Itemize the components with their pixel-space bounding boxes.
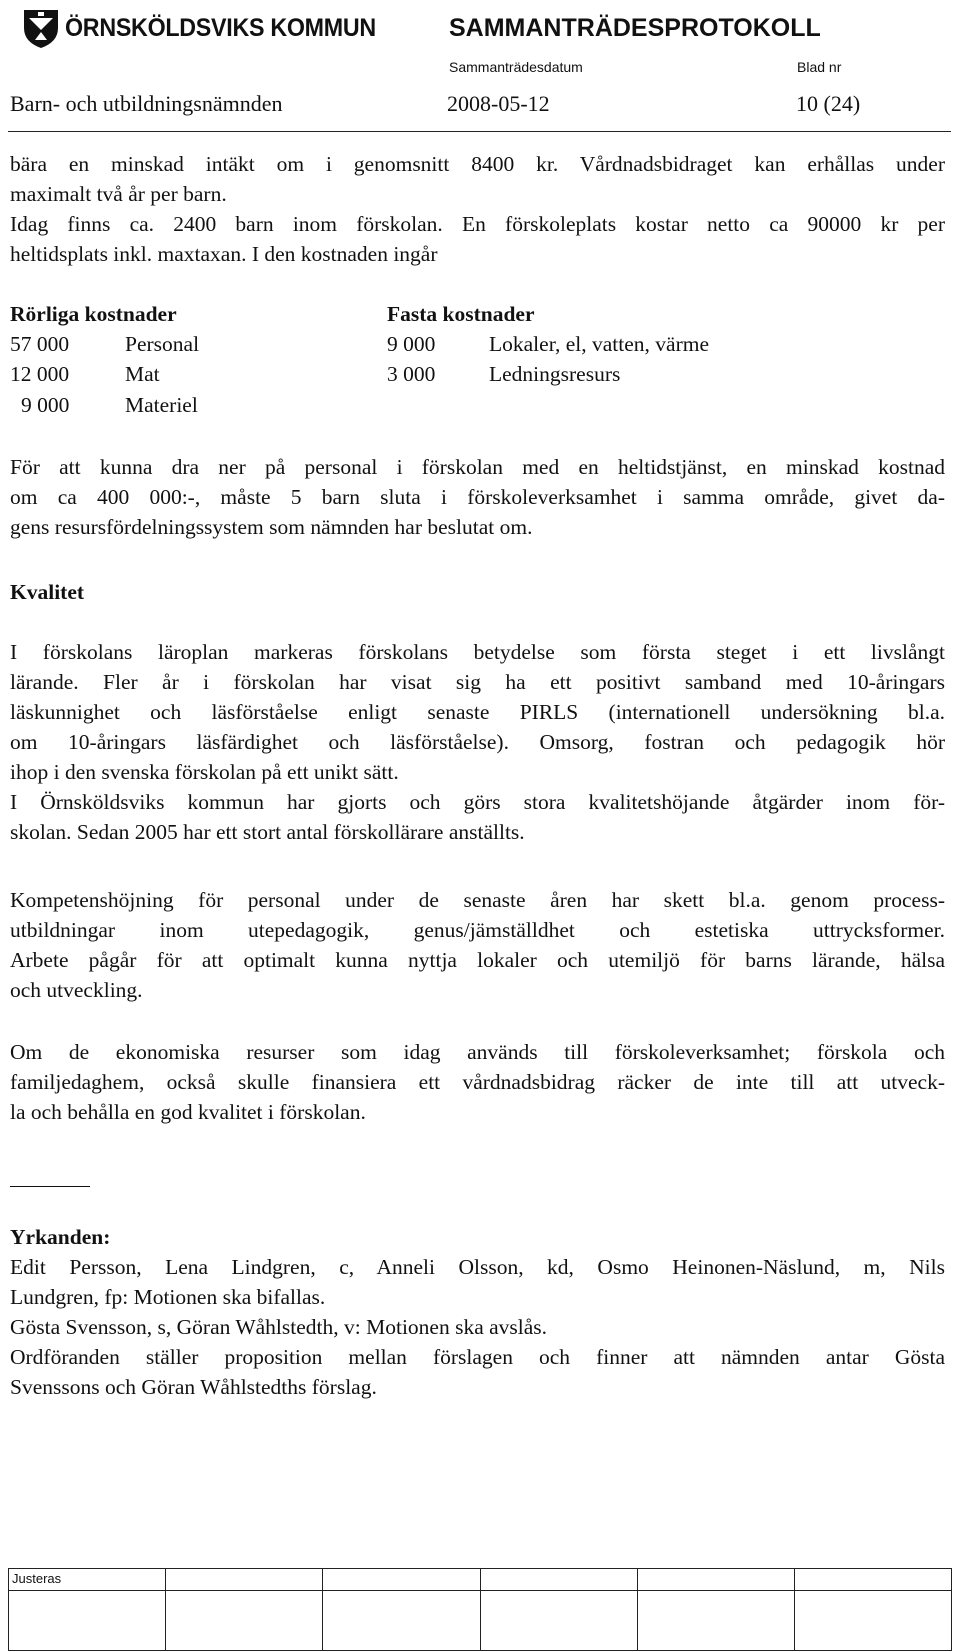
text-line: gens resursfördelningssystem som nämnden har beslutat om. bbox=[10, 515, 533, 539]
fixed-costs-title: Fasta kostnader bbox=[387, 302, 535, 326]
text-line: Lundgren, fp: Motionen ska bifallas. bbox=[10, 1285, 326, 1309]
text-line: Svenssons och Göran Wåhlstedths förslag. bbox=[10, 1375, 377, 1399]
text-line: Kompetenshöjning för personal under de senaste åren har skett bl.a. genom process- bbox=[10, 888, 945, 912]
header-divider bbox=[8, 131, 951, 132]
text-line: utbildningar inom utepedagogik, genus/jämställdhet och estetiska uttrycksformer. bbox=[10, 918, 945, 942]
cost-amount: 57 000 bbox=[10, 332, 70, 356]
signature-cell bbox=[166, 1569, 323, 1651]
text-line: Arbete pågår för att optimalt kunna nyttja lokaler och utemiljö för barns lärande, hälsa bbox=[10, 948, 945, 972]
text-line: Om de ekonomiska resurser som idag används till förskoleverksamhet; förskola och bbox=[10, 1040, 945, 1064]
coat-of-arms-icon bbox=[20, 6, 62, 50]
municipality-logo bbox=[20, 6, 376, 52]
signature-cell bbox=[9, 1569, 166, 1651]
signature-cell bbox=[795, 1569, 952, 1651]
quality-paragraph bbox=[10, 637, 945, 847]
justeras-label: Justeras bbox=[12, 1571, 62, 1586]
cost-amount: 9 000 bbox=[21, 393, 70, 417]
text-line: bära en minskad intäkt om i genomsnitt 8400 kr. Vårdnadsbidraget kan erhållas under bbox=[10, 152, 945, 176]
variable-costs-title: Rörliga kostnader bbox=[10, 302, 177, 326]
cost-amount: 9 000 bbox=[387, 332, 436, 356]
signature-cell bbox=[638, 1569, 795, 1651]
org-name: ÖRNSKÖLDSVIKS KOMMUN bbox=[65, 14, 376, 42]
separator-line bbox=[10, 1186, 90, 1187]
text-line: läskunnighet och läsförståelse enligt senaste PIRLS (internationell undersökning bl.a. bbox=[10, 700, 945, 724]
signature-row-divider bbox=[8, 1590, 951, 1591]
text-line: Idag finns ca. 2400 barn inom förskolan. En förskoleplats kostar netto ca 90000 kr per bbox=[10, 212, 945, 236]
cost-amount: 12 000 bbox=[10, 362, 70, 386]
text-line: ihop i den svenska förskolan på ett unikt sätt. bbox=[10, 760, 399, 784]
date-label: Sammanträdesdatum bbox=[449, 59, 583, 75]
text-line: Ordföranden ställer proposition mellan förslagen och finner att nämnden antar Gösta bbox=[10, 1345, 945, 1369]
text-line: I Örnsköldsviks kommun har gjorts och görs stora kvalitetshöjande åtgärder inom för- bbox=[10, 790, 945, 814]
cost-amount: 3 000 bbox=[387, 362, 436, 386]
document-type: SAMMANTRÄDESPROTOKOLL bbox=[449, 14, 821, 42]
cost-name: Materiel bbox=[125, 393, 198, 417]
board-name: Barn- och utbildningsnämnden bbox=[10, 91, 283, 116]
text-line: la och behålla en god kvalitet i förskolan. bbox=[10, 1100, 366, 1124]
signature-cell bbox=[481, 1569, 638, 1651]
cost-name: Mat bbox=[125, 362, 160, 386]
motions-paragraph bbox=[10, 1252, 945, 1402]
competence-paragraph bbox=[10, 885, 945, 1005]
cost-name: Lokaler, el, vatten, värme bbox=[489, 332, 710, 356]
text-line: maximalt två år per barn. bbox=[10, 182, 227, 206]
quality-heading: Kvalitet bbox=[10, 580, 85, 604]
text-line: För att kunna dra ner på personal i förskolan med en heltidstjänst, en minskad kostnad bbox=[10, 455, 945, 479]
text-line: om 10-åringars läsfärdighet och läsförståelse). Omsorg, fostran och pedagogik hör bbox=[10, 730, 945, 754]
cost-name: Personal bbox=[125, 332, 200, 356]
text-line: Edit Persson, Lena Lindgren, c, Anneli Olsson, kd, Osmo Heinonen-Näslund, m, Nils bbox=[10, 1255, 945, 1279]
signature-table bbox=[8, 1568, 952, 1651]
text-line: skolan. Sedan 2005 har ett stort antal förskollärare anställts. bbox=[10, 820, 525, 844]
signature-cell bbox=[323, 1569, 480, 1651]
text-line: och utveckling. bbox=[10, 978, 143, 1002]
page-number: 10 (24) bbox=[796, 91, 861, 116]
text-line: Gösta Svensson, s, Göran Wåhlstedth, v: Motionen ska avslås. bbox=[10, 1315, 548, 1339]
text-line: familjedaghem, också skulle finansiera ett vårdnadsbidrag räcker de inte till att utveck- bbox=[10, 1070, 945, 1094]
meeting-date: 2008-05-12 bbox=[447, 91, 550, 116]
page-label: Blad nr bbox=[797, 59, 842, 75]
text-line: lärande. Fler år i förskolan har visat sig ha ett positivt samband med 10-åringars bbox=[10, 670, 945, 694]
motions-heading: Yrkanden: bbox=[10, 1225, 111, 1249]
text-line: heltidsplats inkl. maxtaxan. I den kostnaden ingår bbox=[10, 242, 438, 266]
staff-paragraph bbox=[10, 452, 945, 542]
resources-paragraph bbox=[10, 1037, 945, 1127]
text-line: om ca 400 000:-, måste 5 barn sluta i förskoleverksamhet i samma område, givet da- bbox=[10, 485, 945, 509]
cost-name: Ledningsresurs bbox=[489, 362, 621, 386]
intro-paragraph bbox=[10, 149, 945, 269]
text-line: I förskolans läroplan markeras förskolans betydelse som första steget i ett livslångt bbox=[10, 640, 945, 664]
